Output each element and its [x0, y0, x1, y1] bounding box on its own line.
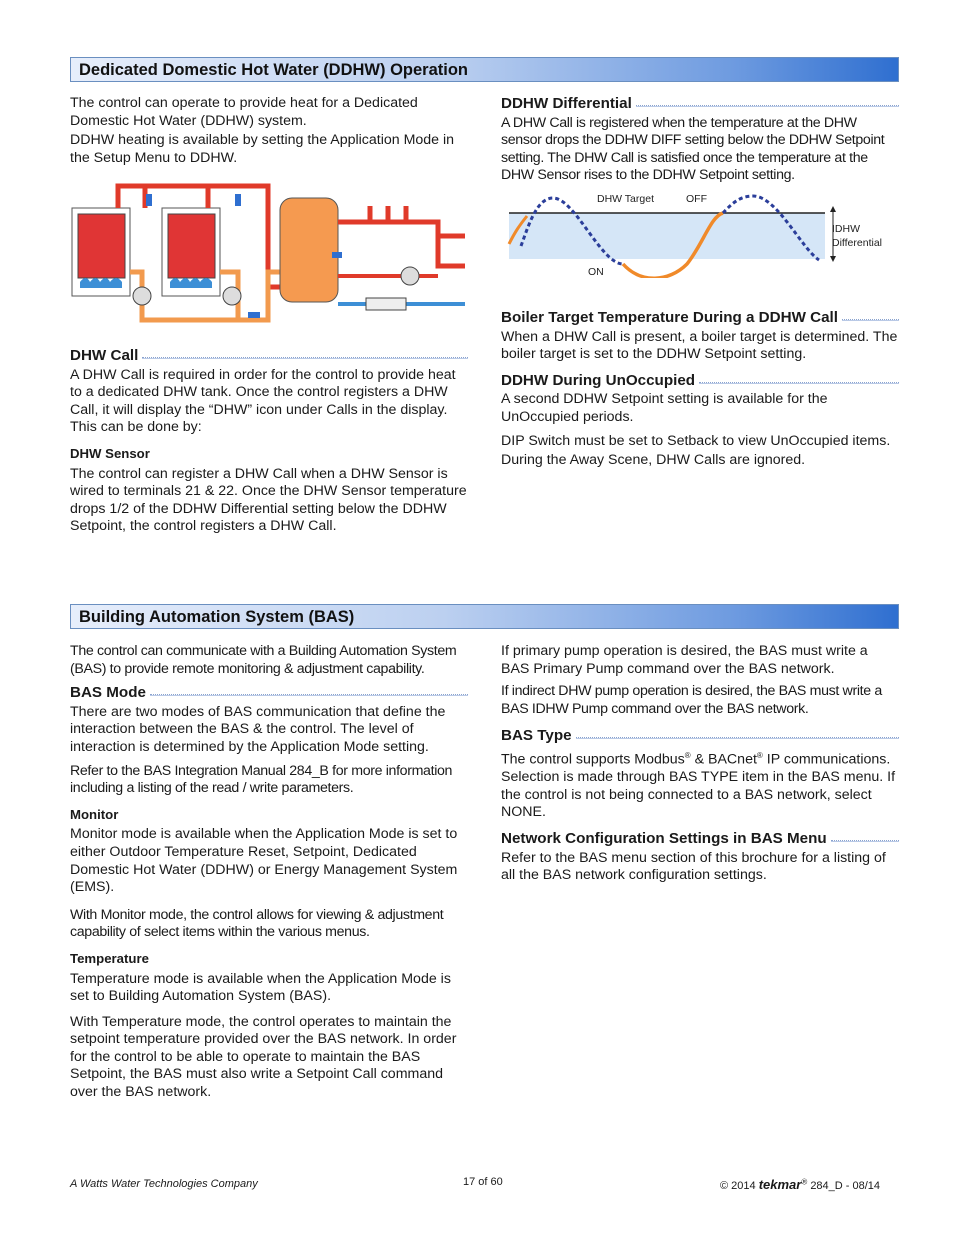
heading-rule [699, 382, 899, 384]
unoccupied-body: DIP Switch must be set to Setback to view UnOccupied items. [501, 432, 891, 449]
intro-paragraph: DDHW heating is available by setting the Application Mode in the Setup Menu to DDHW. [70, 132, 455, 166]
registered-mark: ® [756, 750, 763, 760]
temperature-body: With Temperature mode, the control operates to maintain the setpoint temperature provided over the BAS network. In order for the control to be able to operate to maintain the BAS Setpoint, the BAS must also write a Setpoint Call command over the BAS network. [70, 1013, 457, 1101]
sensor-icon [146, 194, 152, 206]
bas-type-text: IP communications. Selection is made through BAS TYPE item in the BAS menu. If the control is not being connected to a BAS network, select NONE. [501, 751, 896, 821]
heading-rule [576, 737, 899, 739]
ddhw-differential-heading: DDHW Differential [501, 95, 632, 112]
monitor-body: With Monitor mode, the control allows for viewing & adjustment capability of select items within the various menus. [70, 906, 444, 941]
differential-label: Differential [832, 237, 882, 249]
doc-number: 284_D - 08/14 [810, 1180, 881, 1192]
target-label: DHW Target [597, 193, 654, 205]
boiler-target-body: When a DHW Call is present, a boiler target is determined. The boiler target is set to the DDHW Setpoint setting. [501, 328, 898, 363]
intro-paragraph: The control can operate to provide heat for a Dedicated Domestic Hot Water (DDHW) system. [70, 95, 418, 129]
sensor-icon [248, 312, 260, 318]
dhw-sensor-body: The control can register a DHW Call when a DHW Sensor is wired to terminals 21 & 22. Once the DHW Sensor temperature drops 1/2 of the DDHW Differential setting below the DDHW Setpoint, the control registers a DHW Call. [70, 465, 467, 535]
heading-rule [842, 319, 899, 321]
mixing-valve-icon [366, 298, 406, 310]
boiler-2 [168, 214, 215, 278]
copyright: © 2014 [720, 1180, 756, 1192]
ddhw-differential-body: A DHW Call is registered when the temperature at the DHW sensor drops the DDHW DIFF setting below the DDHW Setpoint setting. The DHW Call is satisfied once the temperature at the DHW Sensor rises to the DDHW Setpoint setting. [501, 114, 885, 184]
arrow-head-down-icon [830, 256, 836, 262]
differential-band [509, 213, 825, 259]
registered-mark: ® [684, 750, 691, 760]
bas-intro: The control can communicate with a Building Automation System (BAS) to provide remote monitoring & adjustment capability. [70, 643, 457, 677]
footer-company: A Watts Water Technologies Company [70, 1178, 258, 1190]
heading-rule [142, 357, 468, 359]
network-config-body: Refer to the BAS menu section of this brochure for a listing of all the BAS network configuration settings. [501, 849, 886, 884]
dhw-tank [280, 198, 338, 302]
section-title: Building Automation System (BAS) [79, 608, 355, 626]
dhw-call-heading: DHW Call [70, 347, 139, 364]
boiler-target-heading: Boiler Target Temperature During a DDHW Call [501, 309, 838, 326]
bas-right-column [501, 643, 899, 891]
supply-pipe [118, 186, 145, 208]
primary-pump-text: If primary pump operation is desired, the BAS must write a BAS Primary Pump command over the BAS network. [501, 643, 868, 677]
heading-rule [150, 694, 468, 696]
unoccupied-body: During the Away Scene, DHW Calls are ignored. [501, 452, 806, 469]
bas-type-body [501, 747, 899, 822]
section-header-ddhw [70, 57, 899, 82]
arrow-head-up-icon [830, 206, 836, 212]
boiler-1 [78, 214, 125, 278]
sensor-icon [235, 194, 241, 206]
brand-registered-mark: ® [801, 1177, 808, 1187]
bas-mode-heading: BAS Mode [70, 684, 146, 702]
heading-rule [831, 840, 899, 842]
bas-mode-body: Refer to the BAS Integration Manual 284_B for more information including a listing of the read / write parameters. [70, 762, 453, 797]
dhw-call-body: A DHW Call is required in order for the control to provide heat to a dedicated DHW tank. Once the control registers a DHW Call, it will display the “DHW” icon under Calls in the display. This can be done by: [70, 366, 456, 436]
dhw-sensor-heading: DHW Sensor [70, 445, 150, 461]
temperature-heading: Temperature [70, 950, 149, 966]
footer-page-number: 17 of 60 [463, 1176, 503, 1188]
ddhw-left-column [70, 95, 468, 173]
unoccupied-body: A second DDHW Setpoint setting is available for the UnOccupied periods. [501, 391, 828, 425]
bas-type-text: The control supports Modbus [501, 751, 685, 768]
section-header-bas [70, 604, 899, 629]
temperature-body: Temperature mode is available when the Application Mode is set to Building Automation System (BAS). [70, 970, 451, 1005]
on-label: ON [588, 266, 604, 278]
dhw-differential-graph [501, 186, 899, 278]
bas-type-text: & BACnet [690, 751, 757, 768]
pump-1-icon [133, 287, 151, 305]
idhw-label: IDHW [832, 223, 860, 235]
ddhw-piping-diagram [70, 172, 468, 332]
monitor-heading: Monitor [70, 806, 119, 822]
dhw-sensor [332, 252, 342, 258]
monitor-body: Monitor mode is available when the Application Mode is set to either Outdoor Temperature Reset, Setpoint, Dedicated Domestic Hot Water (DDHW) or Energy Management System (EMS). [70, 826, 458, 896]
pump-2-icon [223, 287, 241, 305]
dhw-supply-pipe [338, 222, 465, 266]
boiler-target-block [501, 309, 899, 476]
heading-rule [636, 105, 899, 107]
bas-type-heading: BAS Type [501, 727, 572, 745]
bas-left-column [70, 643, 468, 1108]
recirc-pump-icon [401, 267, 419, 285]
off-label: OFF [686, 193, 707, 205]
idhw-pump-text: If indirect DHW pump operation is desired, the BAS must write a BAS IDHW Pump command over the BAS network. [501, 683, 882, 717]
footer-doc-info [720, 1177, 880, 1192]
network-config-heading: Network Configuration Settings in BAS Menu [501, 830, 827, 848]
bas-mode-body: There are two modes of BAS communication that define the interaction between the BAS & the control. The level of interaction is determined by the Application Mode setting. [70, 703, 446, 755]
unoccupied-heading: DDHW During UnOccupied [501, 371, 696, 389]
ddhw-differential-block [501, 95, 899, 191]
dhw-call-block [70, 347, 468, 542]
section-title: Dedicated Domestic Hot Water (DDHW) Operation [79, 61, 469, 79]
brand-logo: tekmar [758, 1177, 802, 1192]
